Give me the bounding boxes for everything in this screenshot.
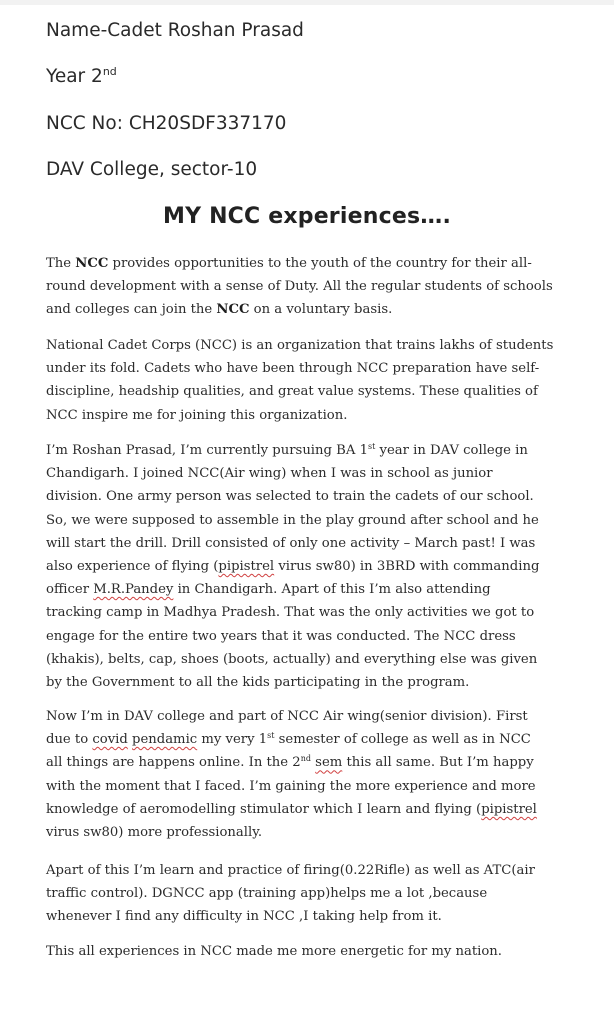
text-line: So, we were supposed to assemble in the play ground after school and he bbox=[46, 512, 539, 528]
text-run: and colleges can join the bbox=[46, 302, 217, 318]
bold-ncc: NCC bbox=[75, 256, 109, 271]
college-name: DAV College, sector-10 bbox=[46, 159, 258, 180]
text-line: (khakis), belts, cap, shoes (boots, actually) and everything else was given bbox=[46, 651, 538, 667]
paragraph-personal-background bbox=[46, 439, 576, 694]
text-line bbox=[46, 751, 576, 774]
cadet-year bbox=[46, 65, 117, 87]
spellcheck-flagged-word[interactable]: pipistrel bbox=[218, 559, 275, 575]
text-run: virus sw80) in 3BRD with commanding bbox=[274, 559, 540, 575]
text-run: officer bbox=[46, 582, 94, 598]
ordinal-suffix: st bbox=[367, 442, 376, 451]
text-line bbox=[46, 728, 576, 751]
text-line bbox=[46, 439, 576, 462]
bold-ncc: NCC bbox=[216, 302, 250, 318]
text-run: in Chandigarh. Apart of this I’m also attending bbox=[173, 582, 491, 598]
text-line: by the Government to all the kids participating in the program. bbox=[46, 675, 470, 691]
text-line: round development with a sense of Duty. All the regular students of schools bbox=[46, 279, 553, 295]
paragraph-ncc-organization bbox=[46, 334, 576, 427]
text-run: my very 1 bbox=[197, 732, 268, 748]
text-line: under its fold. Cadets who have been through NCC preparation have self- bbox=[46, 361, 540, 377]
paragraph-ncc-intro bbox=[46, 252, 576, 322]
text-line bbox=[46, 298, 576, 321]
text-run: also experience of flying ( bbox=[46, 559, 219, 575]
spellcheck-flagged-word[interactable]: pendamic bbox=[132, 732, 198, 748]
text-run: knowledge of aeromodelling stimulator which I learn and flying ( bbox=[46, 801, 482, 817]
text-line: National Cadet Corps (NCC) is an organization that trains lakhs of students bbox=[46, 338, 554, 353]
text-line: virus sw80) more professionally. bbox=[46, 825, 263, 841]
text-line: tracking camp in Madhya Pradesh. That was the only activities we got to bbox=[46, 605, 535, 621]
text-line: division. One army person was selected to train the cadets of our school. bbox=[46, 489, 534, 505]
text-run: semester of college as well as in NCC bbox=[274, 732, 531, 748]
text-line bbox=[46, 555, 576, 578]
text-run: all things are happens online. In the 2 bbox=[46, 755, 301, 771]
ordinal-suffix: st bbox=[267, 731, 275, 741]
paragraph-college-ncc bbox=[46, 705, 576, 844]
text-line: whenever I find any difficulty in NCC ,I taking help from it. bbox=[46, 909, 442, 925]
text-run: due to bbox=[46, 732, 93, 748]
spellcheck-flagged-word[interactable]: pipistrel bbox=[481, 801, 537, 817]
year-text: Year 2 bbox=[46, 66, 103, 87]
document-title: MY NCC experiences…. bbox=[162, 204, 451, 229]
cadet-name: Name-Cadet Roshan Prasad bbox=[46, 20, 304, 41]
text-run: provides opportunities to the youth of the country for their all- bbox=[108, 256, 532, 271]
paragraph-firing-atc bbox=[46, 859, 576, 929]
ncc-number: NCC No: CH20SDF337170 bbox=[46, 113, 287, 134]
text-line bbox=[46, 252, 576, 275]
ordinal-suffix: nd bbox=[300, 754, 311, 764]
text-run: I’m Roshan Prasad, I’m currently pursuing BA 1 bbox=[46, 443, 368, 458]
spellcheck-flagged-word[interactable]: M.R.Pandey bbox=[93, 582, 174, 598]
text-run: The bbox=[46, 256, 76, 271]
spellcheck-flagged-word[interactable]: sem bbox=[315, 755, 343, 771]
text-line: Apart of this I’m learn and practice of firing(0.22Rifle) as well as ATC(air bbox=[46, 863, 535, 878]
text-line: will start the drill. Drill consisted of only one activity – March past! I was bbox=[46, 535, 536, 551]
text-line: This all experiences in NCC made me more energetic for my nation. bbox=[46, 944, 502, 959]
text-run: year in DAV college in bbox=[375, 443, 528, 458]
text-line: Chandigarh. I joined NCC(Air wing) when I was in school as junior bbox=[46, 466, 493, 482]
text-line: discipline, headship qualities, and great value systems. These qualities of bbox=[46, 384, 538, 400]
text-line: traffic control). DGNCC app (training app)helps me a lot ,because bbox=[46, 886, 488, 902]
text-line bbox=[46, 798, 576, 821]
text-line: Now I’m in DAV college and part of NCC Air wing(senior division). First bbox=[46, 709, 528, 724]
text-run: this all same. But I’m happy bbox=[342, 755, 534, 771]
spellcheck-flagged-word[interactable]: covid bbox=[92, 732, 128, 748]
text-line: NCC inspire me for joining this organization. bbox=[46, 407, 348, 423]
text-line: engage for the entire two years that it was conducted. The NCC dress bbox=[46, 628, 516, 644]
text-run: on a voluntary basis. bbox=[249, 302, 393, 318]
paragraph-conclusion bbox=[46, 940, 576, 963]
year-ordinal-suffix: nd bbox=[102, 65, 117, 78]
text-line bbox=[46, 578, 576, 601]
text-line: with the moment that I faced. I’m gaining the more experience and more bbox=[46, 778, 536, 794]
